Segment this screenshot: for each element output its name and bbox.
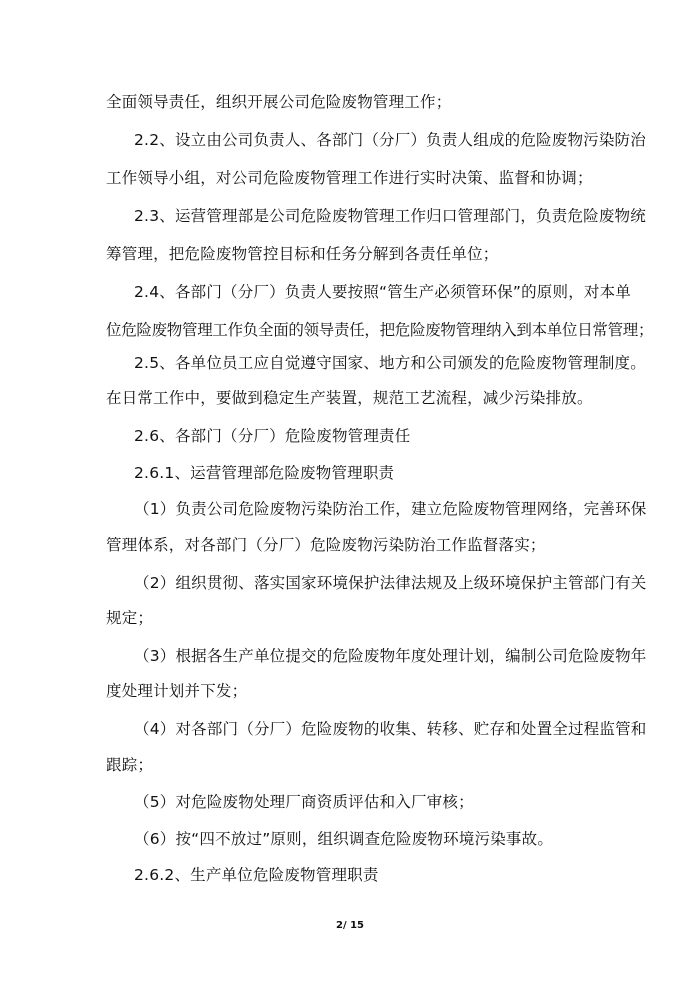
- text-line: 管理体系，对各部门（分厂）危险废物污染防治工作监督落实；: [106, 536, 546, 554]
- text-line: 2.6、各部门（分厂）危险废物管理责任: [134, 427, 411, 445]
- text-line: （2）组织贯彻、落实国家环境保护法律法规及上级环境保护主管部门有关: [134, 574, 647, 592]
- text-line: 度处理计划并下发；: [106, 682, 248, 700]
- text-line: （1）负责公司危险废物污染防治工作，建立危险废物管理网络，完善环保: [134, 500, 647, 518]
- text-line: 规定；: [106, 609, 154, 627]
- page-number: 2/ 15: [335, 920, 364, 931]
- text-line: 2.3、运营管理部是公司危险废物管理工作归口管理部门，负责危险废物统: [134, 207, 646, 225]
- text-line: 位危险废物管理工作负全面的领导责任，把危险废物管理纳入到本单位日常管理；: [106, 321, 654, 339]
- text-line: 在日常工作中，要做到稳定生产装置，规范工艺流程，减少污染排放。: [106, 389, 593, 407]
- text-line: 工作领导小组，对公司危险废物管理工作进行实时决策、监督和协调；: [106, 169, 593, 187]
- text-line: 2.4、各部门（分厂）负责人要按照“管生产必须管环保”的原则，对本单: [134, 283, 632, 301]
- text-line: （6）按“四不放过”原则，组织调查危险废物环境污染事故。: [134, 830, 554, 848]
- text-line: （4）对各部门（分厂）危险废物的收集、转移、贮存和处置全过程监管和: [134, 720, 647, 738]
- text-line: 2.2、设立由公司负责人、各部门（分厂）负责人组成的危险废物污染防治: [134, 131, 646, 149]
- text-line: 2.5、各单位员工应自觉遵守国家、地方和公司颁发的危险废物管理制度。: [134, 354, 646, 372]
- text-line: （3）根据各生产单位提交的危险废物年度处理计划，编制公司危险废物年: [134, 647, 647, 665]
- text-line: （5）对危险废物处理厂商资质评估和入厂审核；: [134, 793, 474, 811]
- text-line: 全面领导责任，组织开展公司危险废物管理工作；: [106, 93, 452, 111]
- text-line: 2.6.1、运营管理部危险废物管理职责: [134, 464, 395, 482]
- text-line: 跟踪；: [106, 756, 154, 774]
- text-line: 2.6.2、生产单位危险废物管理职责: [134, 866, 379, 884]
- text-line: 筹管理，把危险废物管控目标和任务分解到各责任单位；: [106, 245, 499, 263]
